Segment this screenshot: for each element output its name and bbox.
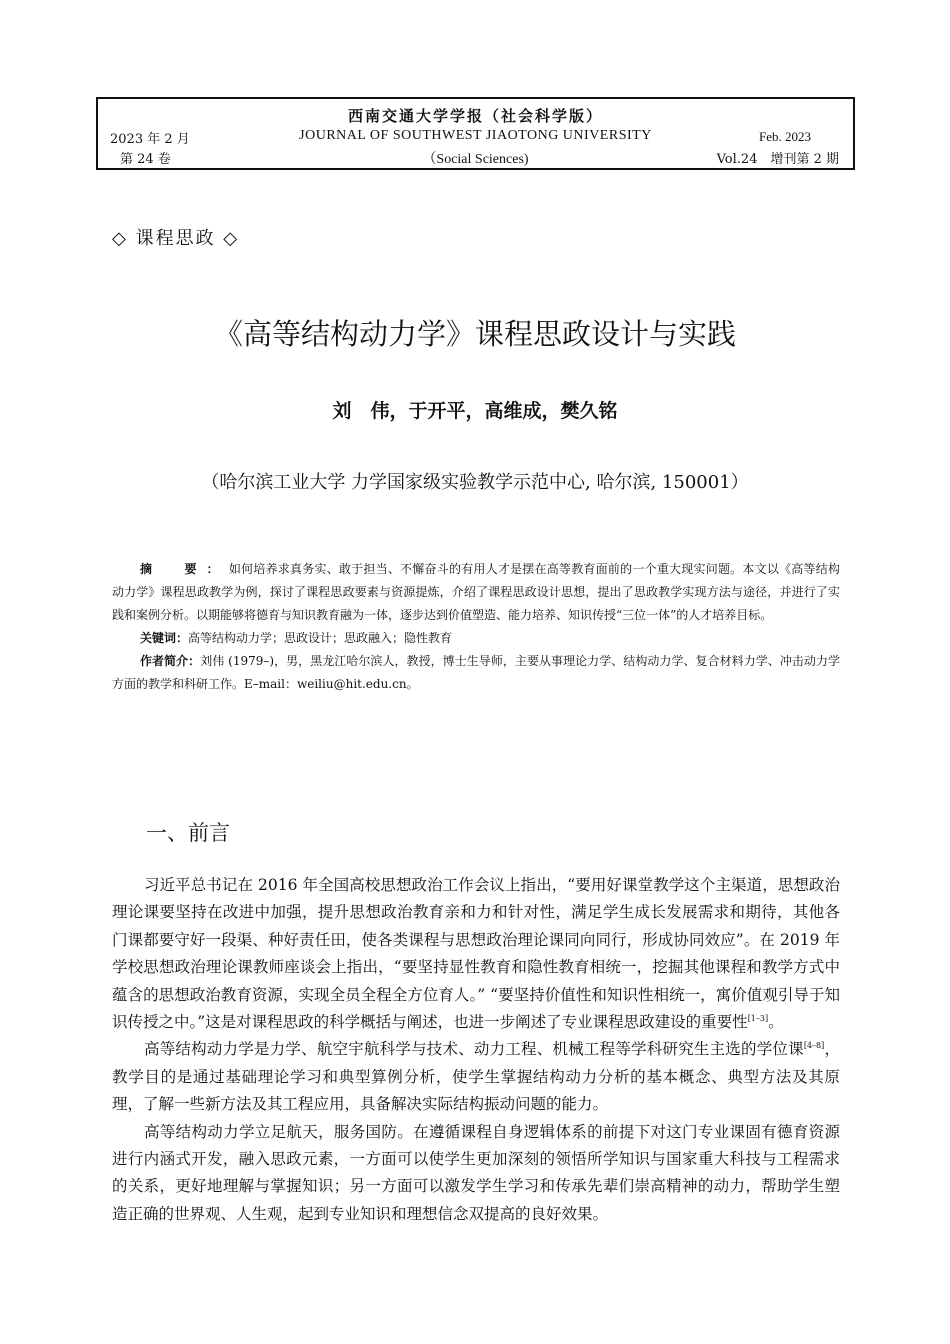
citation-ref: [1–3] <box>747 1014 769 1024</box>
journal-subtitle: （Social Sciences) <box>422 152 529 167</box>
author-bio-text: 刘伟 (1979–)，男，黑龙江哈尔滨人，教授，博士生导师，主要从事理论力学、结构动力学、复合材料力学、冲击动力学方面的教学和科研工作。E–mail：weiliu@hit.edu.cn。 <box>112 654 840 691</box>
abstract-text: 如何培养求真务实、敢于担当、不懈奋斗的有用人才是摆在高等教育面前的一个重大现实问题。本文以《高等结构动力学》课程思政教学为例，探讨了课程思政要素与资源提炼，介绍了课程思政设计思想，提出了思政教学实现方法与途径，并进行了实践和案例分析。以期能够将德育与知识教育融为一体，逐步达到价值塑造、能力培养、知识传授“三位一体”的人才培养目标。 <box>112 562 840 622</box>
paragraph-text: 习近平总书记在 2016 年全国高校思想政治工作会议上指出，“要用好课堂教学这个主渠道，思想政治理论课要坚持在改进中加强，提升思想政治教育亲和力和针对性，满足学生成长发展需求和期待，其他各门课都要守好一段渠、种好责任田，使各类课程与思想政治理论课同向同行，形成协同效应”。在 2019 年学校思想政治理论课教师座谈会上指出，“要坚持显性教育和隐性教育相统一，挖掘其他课程和教学方式中蕴含的思想政治教育资源，实现全员全程全方位育人。” “要坚持价值性和知识性相统一，寓价值观引导于知识传授之中。”这是对课程思政的科学概括与阐述，也进一步阐述了专业课程思政建设的重要性 <box>112 876 840 1032</box>
paragraph-text: 高等结构动力学立足航天，服务国防。在遵循课程自身逻辑体系的前提下对这门专业课固有德育资源进行内涵式开发，融入思政元素，一方面可以使学生更加深刻的领悟所学知识与国家重大科技与工程需求的关系，更好地理解与掌握知识；另一方面可以激发学生学习和传承先辈们崇高精神的动力，帮助学生塑造正确的世界观、人生观，起到专业知识和理想信念双提高的良好效果。 <box>112 1122 840 1223</box>
citation-ref: [4–8] <box>803 1041 825 1051</box>
journal-title-cn: 西南交通大学学报（社会科学版） <box>347 107 603 125</box>
section-heading: 一、前言 <box>146 821 230 845</box>
volume-cn: 第 24 卷 <box>120 152 171 167</box>
author-bio-label: 作者简介： <box>140 654 201 668</box>
journal-header <box>96 97 855 170</box>
issue-date-en: Feb. 2023 <box>759 129 811 144</box>
keywords-text: 高等结构动力学；思政设计；思政融入；隐性教育 <box>188 631 453 645</box>
body-text <box>112 872 840 1228</box>
issue-date-cn: 2023 年 2 月 <box>110 132 190 147</box>
keywords-label: 关键词： <box>140 631 189 645</box>
keywords <box>112 627 840 650</box>
abstract <box>112 558 840 627</box>
paragraph-text-cont: ，教学目的是通过基础理论学习和典型算例分析，使学生掌握结构动力分析的基本概念、典型方法及其原理，了解一些新方法及其工程应用，具备解决实际结构振动问题的能力。 <box>112 1040 840 1114</box>
journal-title-en: JOURNAL OF SOUTHWEST JIAOTONG UNIVERSITY <box>299 128 652 143</box>
affiliation: （哈尔滨工业大学 力学国家级实验教学示范中心, 哈尔滨, 150001） <box>201 472 749 493</box>
paragraph <box>112 1119 840 1229</box>
paragraph-end: 。 <box>768 1013 784 1032</box>
paragraph <box>112 872 840 1036</box>
author-bio <box>112 650 840 696</box>
paragraph-text: 高等结构动力学是力学、航空宇航科学与技术、动力工程、机械工程等学科研究生主选的学位课 <box>144 1040 804 1059</box>
abstract-block <box>112 558 840 696</box>
section-tag: ◇ 课程思政 ◇ <box>112 228 240 249</box>
paragraph <box>112 1036 840 1118</box>
volume-en: Vol.24 增刊第 2 期 <box>716 152 839 167</box>
abstract-label: 摘 要： <box>140 562 229 576</box>
paper-title: 《高等结构动力学》课程思政设计与实践 <box>213 317 736 351</box>
authors: 刘 伟，于开平，高维成，樊久铭 <box>332 400 618 422</box>
